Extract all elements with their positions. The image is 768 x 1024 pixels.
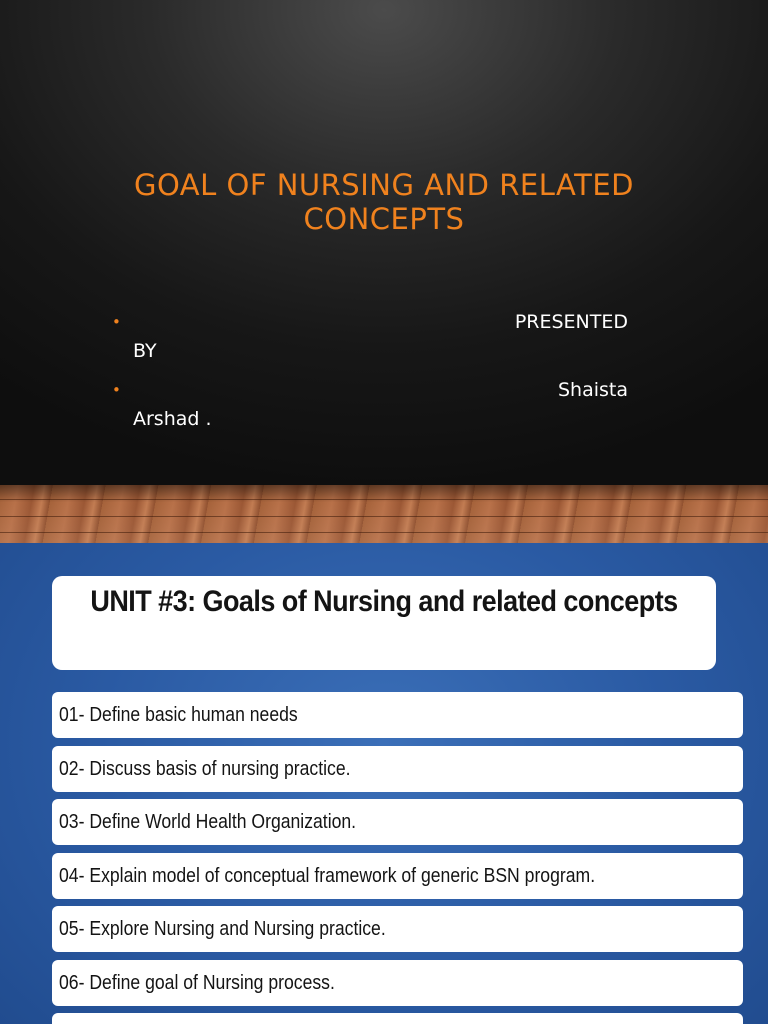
unit-slide <box>0 543 768 1024</box>
presenter-last-name: Arshad . <box>133 408 212 430</box>
objective-item-01 <box>52 692 743 738</box>
presenter-list <box>112 308 632 444</box>
objective-item-03 <box>52 799 743 845</box>
floor-plank-line <box>0 532 768 533</box>
objective-item-07 <box>52 1013 743 1024</box>
by-label: BY <box>133 340 157 362</box>
objective-text: 04- Explain model of conceptual framework of generic BSN program. <box>59 864 596 887</box>
objective-text: 01- Define basic human needs <box>59 704 298 726</box>
slide-title <box>60 168 708 236</box>
unit-heading: UNIT #3: Goals of Nursing and related concepts <box>90 585 678 618</box>
presented-label: PRESENTED <box>514 311 628 333</box>
objective-text: 03- Define World Health Organization. <box>59 811 357 833</box>
objectives-list <box>52 692 743 1024</box>
objective-item-06 <box>52 960 743 1006</box>
objective-item-02 <box>52 746 743 792</box>
bullet-dot-icon: • <box>112 381 121 399</box>
presenter-bullet-name <box>112 376 632 434</box>
objective-text: 05- Explore Nursing and Nursing practice. <box>59 918 386 940</box>
bullet-dot-icon: • <box>112 313 121 331</box>
presenter-first-name: Shaista <box>557 379 628 401</box>
floor-plank-line <box>0 516 768 517</box>
floor-plank-line <box>0 499 768 500</box>
objective-text: 02- Discuss basis of nursing practice. <box>59 757 351 780</box>
unit-heading-box <box>52 576 716 670</box>
objective-item-05 <box>52 906 743 952</box>
objective-text: 06- Define goal of Nursing process. <box>59 971 335 994</box>
slide-title-line-1: GOAL OF NURSING AND RELATED <box>134 168 634 202</box>
wooden-floor-decoration <box>0 485 768 543</box>
presenter-bullet-presented-by <box>112 308 632 366</box>
objective-item-04 <box>52 853 743 899</box>
slide-title-line-2: CONCEPTS <box>303 202 465 236</box>
